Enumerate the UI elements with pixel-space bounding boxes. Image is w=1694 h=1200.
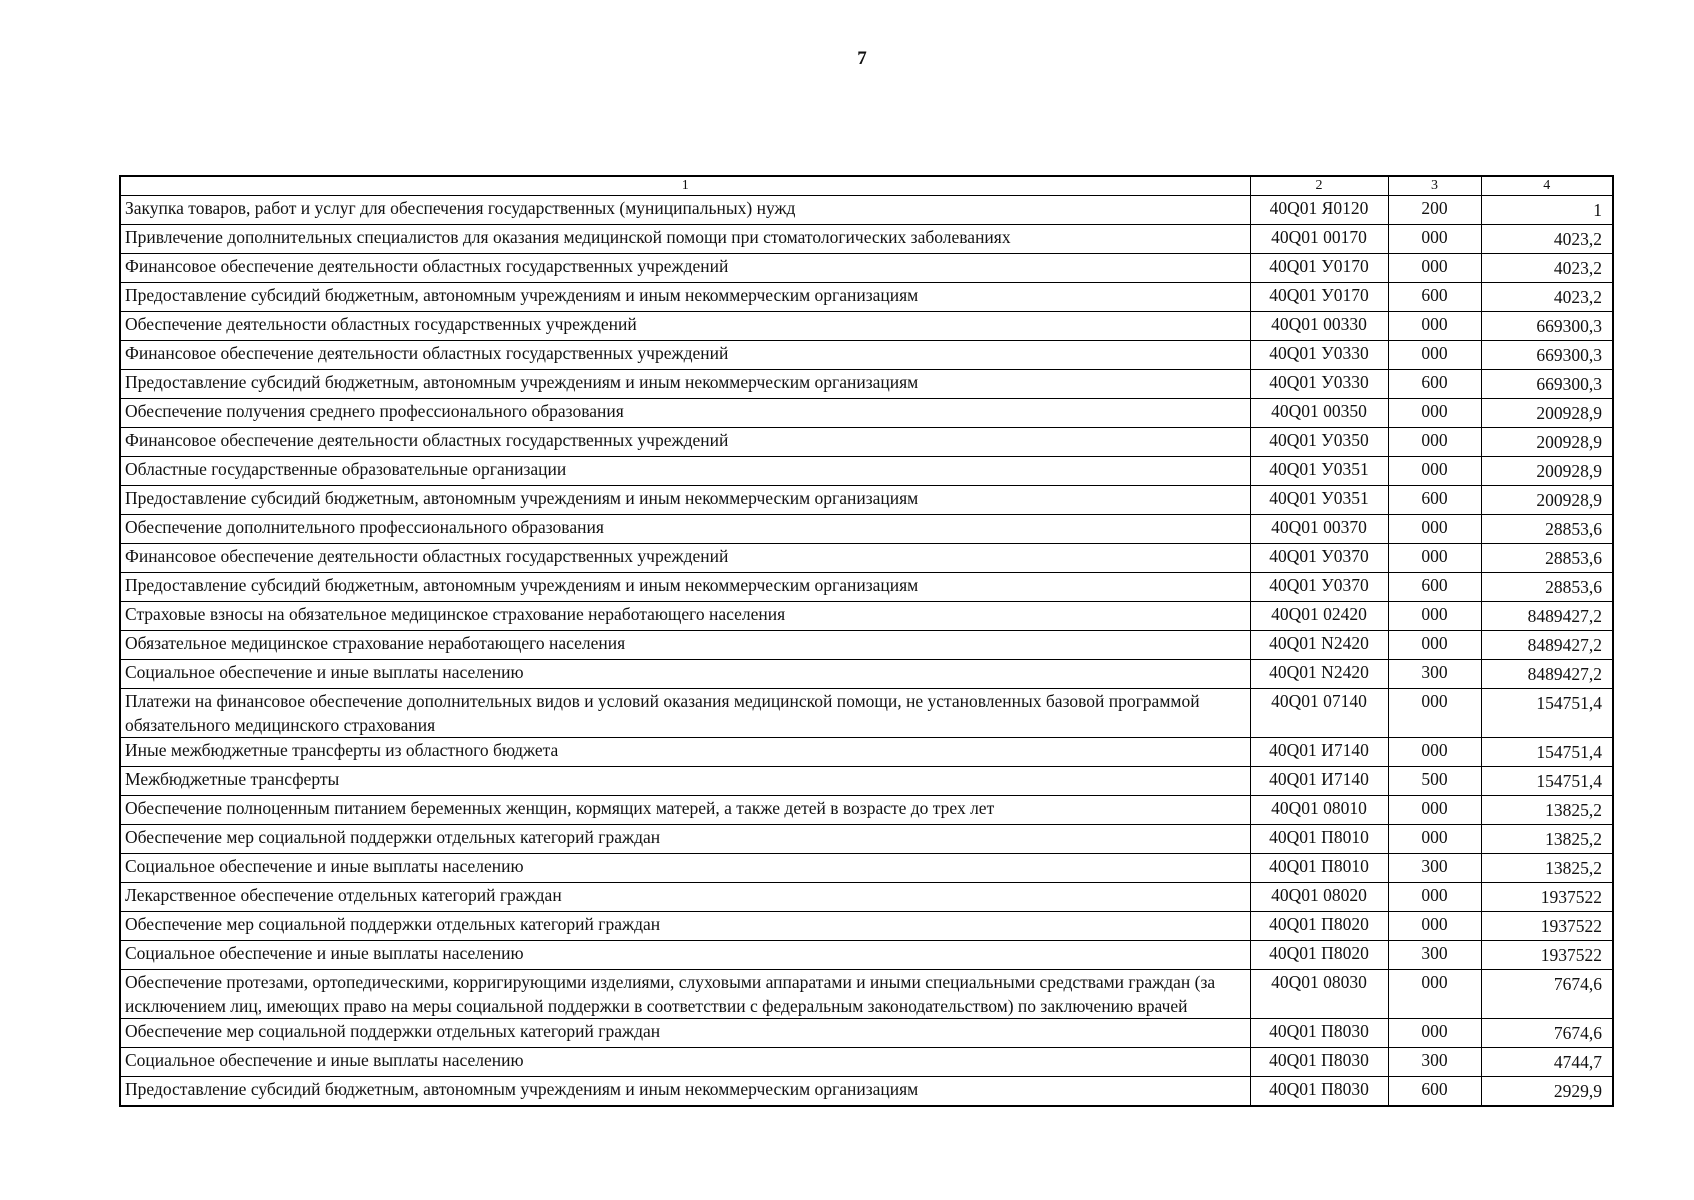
row-code-cell: 40Q01 У0350: [1250, 428, 1388, 457]
row-code-cell: 40Q01 И7140: [1250, 738, 1388, 767]
row-amount-cell: 4023,2: [1481, 283, 1613, 312]
row-amount-cell: 669300,3: [1481, 312, 1613, 341]
row-amount-cell: 28853,6: [1481, 573, 1613, 602]
row-name-cell: Обеспечение мер социальной поддержки отдельных категорий граждан: [120, 912, 1250, 941]
table-row: [120, 196, 1613, 225]
row-name-cell: Предоставление субсидий бюджетным, автономным учреждениям и иным некоммерческим организациям: [120, 1077, 1250, 1107]
header-col-code: 2: [1250, 176, 1388, 196]
row-code-cell: 40Q01 00370: [1250, 515, 1388, 544]
row-name-cell: Социальное обеспечение и иные выплаты населению: [120, 854, 1250, 883]
table-header: [120, 176, 1613, 196]
row-code-cell: 40Q01 П8030: [1250, 1048, 1388, 1077]
page-number: 7: [857, 48, 867, 69]
row-amount-cell: 200928,9: [1481, 399, 1613, 428]
row-type-cell: 600: [1388, 370, 1481, 399]
row-type-cell: 000: [1388, 341, 1481, 370]
row-type-cell: 000: [1388, 689, 1481, 738]
row-code-cell: 40Q01 И7140: [1250, 767, 1388, 796]
row-code-cell: 40Q01 У0351: [1250, 457, 1388, 486]
row-name-cell: Привлечение дополнительных специалистов для оказания медицинской помощи при стоматологических заболеваниях: [120, 225, 1250, 254]
row-name-cell: Обеспечение полноценным питанием беременных женщин, кормящих матерей, а также детей в возрасте до трех лет: [120, 796, 1250, 825]
header-row: [120, 176, 1613, 196]
row-name-cell: Иные межбюджетные трансферты из областного бюджета: [120, 738, 1250, 767]
row-code-cell: 40Q01 У0170: [1250, 283, 1388, 312]
row-name-cell: Страховые взносы на обязательное медицинское страхование неработающего населения: [120, 602, 1250, 631]
row-name-cell: Обеспечение мер социальной поддержки отдельных категорий граждан: [120, 825, 1250, 854]
row-code-cell: 40Q01 08010: [1250, 796, 1388, 825]
row-amount-cell: 8489427,2: [1481, 631, 1613, 660]
header-col-amount: 4: [1481, 176, 1613, 196]
row-code-cell: 40Q01 02420: [1250, 602, 1388, 631]
table-row: [120, 399, 1613, 428]
row-type-cell: 000: [1388, 825, 1481, 854]
row-name-cell: Обязательное медицинское страхование неработающего населения: [120, 631, 1250, 660]
row-amount-cell: 28853,6: [1481, 515, 1613, 544]
table-row: [120, 602, 1613, 631]
row-type-cell: 000: [1388, 544, 1481, 573]
row-name-cell: Предоставление субсидий бюджетным, автономным учреждениям и иным некоммерческим организациям: [120, 370, 1250, 399]
table-row: [120, 660, 1613, 689]
row-amount-cell: 1: [1481, 196, 1613, 225]
header-col-name: 1: [120, 176, 1250, 196]
row-amount-cell: 7674,6: [1481, 1019, 1613, 1048]
row-type-cell: 300: [1388, 1048, 1481, 1077]
row-type-cell: 600: [1388, 486, 1481, 515]
row-type-cell: 000: [1388, 796, 1481, 825]
row-code-cell: 40Q01 00170: [1250, 225, 1388, 254]
row-code-cell: 40Q01 У0330: [1250, 341, 1388, 370]
table-row: [120, 486, 1613, 515]
row-type-cell: 000: [1388, 1019, 1481, 1048]
row-code-cell: 40Q01 П8030: [1250, 1077, 1388, 1107]
row-amount-cell: 200928,9: [1481, 486, 1613, 515]
row-name-cell: Обеспечение получения среднего профессионального образования: [120, 399, 1250, 428]
table-row: [120, 912, 1613, 941]
row-name-cell: Предоставление субсидий бюджетным, автономным учреждениям и иным некоммерческим организациям: [120, 573, 1250, 602]
row-type-cell: 000: [1388, 970, 1481, 1019]
table-row: [120, 970, 1613, 1019]
row-code-cell: 40Q01 00350: [1250, 399, 1388, 428]
row-code-cell: 40Q01 У0170: [1250, 254, 1388, 283]
row-type-cell: 600: [1388, 1077, 1481, 1107]
row-type-cell: 000: [1388, 738, 1481, 767]
row-name-cell: Обеспечение протезами, ортопедическими, корригирующими изделиями, слуховыми аппаратами и иными специальными средствами граждан (за исключением лиц, имеющих право на меры социальной поддержки в соответствии с федеральным законодательством) по заключению врачей: [120, 970, 1250, 1019]
table-row: [120, 854, 1613, 883]
row-amount-cell: 200928,9: [1481, 457, 1613, 486]
table-row: [120, 573, 1613, 602]
row-name-cell: Обеспечение деятельности областных государственных учреждений: [120, 312, 1250, 341]
row-code-cell: 40Q01 У0351: [1250, 486, 1388, 515]
table-row: [120, 631, 1613, 660]
row-type-cell: 000: [1388, 254, 1481, 283]
row-code-cell: 40Q01 00330: [1250, 312, 1388, 341]
row-name-cell: Обеспечение мер социальной поддержки отдельных категорий граждан: [120, 1019, 1250, 1048]
row-type-cell: 000: [1388, 631, 1481, 660]
row-name-cell: Финансовое обеспечение деятельности областных государственных учреждений: [120, 341, 1250, 370]
table-row: [120, 457, 1613, 486]
row-amount-cell: 4023,2: [1481, 254, 1613, 283]
row-code-cell: 40Q01 У0370: [1250, 573, 1388, 602]
row-type-cell: 000: [1388, 399, 1481, 428]
row-code-cell: 40Q01 П8020: [1250, 941, 1388, 970]
row-type-cell: 000: [1388, 312, 1481, 341]
row-amount-cell: 154751,4: [1481, 767, 1613, 796]
row-amount-cell: 13825,2: [1481, 796, 1613, 825]
table-row: [120, 225, 1613, 254]
row-amount-cell: 1937522: [1481, 883, 1613, 912]
row-amount-cell: 2929,9: [1481, 1077, 1613, 1107]
row-code-cell: 40Q01 П8020: [1250, 912, 1388, 941]
row-name-cell: Социальное обеспечение и иные выплаты населению: [120, 660, 1250, 689]
row-amount-cell: 8489427,2: [1481, 660, 1613, 689]
row-amount-cell: 200928,9: [1481, 428, 1613, 457]
row-name-cell: Межбюджетные трансферты: [120, 767, 1250, 796]
row-type-cell: 600: [1388, 283, 1481, 312]
row-code-cell: 40Q01 П8030: [1250, 1019, 1388, 1048]
row-code-cell: 40Q01 У0330: [1250, 370, 1388, 399]
table-row: [120, 370, 1613, 399]
row-amount-cell: 154751,4: [1481, 738, 1613, 767]
row-name-cell: Платежи на финансовое обеспечение дополнительных видов и условий оказания медицинской помощи, не установленных базовой программой обязательного медицинского страхования: [120, 689, 1250, 738]
row-type-cell: 000: [1388, 428, 1481, 457]
row-type-cell: 600: [1388, 573, 1481, 602]
table-row: [120, 883, 1613, 912]
row-code-cell: 40Q01 П8010: [1250, 825, 1388, 854]
row-code-cell: 40Q01 07140: [1250, 689, 1388, 738]
row-name-cell: Финансовое обеспечение деятельности областных государственных учреждений: [120, 428, 1250, 457]
row-name-cell: Социальное обеспечение и иные выплаты населению: [120, 1048, 1250, 1077]
row-amount-cell: 669300,3: [1481, 341, 1613, 370]
row-amount-cell: 4744,7: [1481, 1048, 1613, 1077]
table-row: [120, 1077, 1613, 1107]
row-type-cell: 000: [1388, 515, 1481, 544]
table-row: [120, 283, 1613, 312]
row-type-cell: 000: [1388, 457, 1481, 486]
row-name-cell: Закупка товаров, работ и услуг для обеспечения государственных (муниципальных) нужд: [120, 196, 1250, 225]
row-amount-cell: 1937522: [1481, 912, 1613, 941]
row-name-cell: Лекарственное обеспечение отдельных категорий граждан: [120, 883, 1250, 912]
header-col-type: 3: [1388, 176, 1481, 196]
row-type-cell: 000: [1388, 883, 1481, 912]
row-type-cell: 300: [1388, 854, 1481, 883]
table-row: [120, 254, 1613, 283]
row-code-cell: 40Q01 08020: [1250, 883, 1388, 912]
table-row: [120, 544, 1613, 573]
row-type-cell: 300: [1388, 941, 1481, 970]
table-row: [120, 312, 1613, 341]
row-amount-cell: 669300,3: [1481, 370, 1613, 399]
row-code-cell: 40Q01 Я0120: [1250, 196, 1388, 225]
row-name-cell: Предоставление субсидий бюджетным, автономным учреждениям и иным некоммерческим организациям: [120, 283, 1250, 312]
row-name-cell: Областные государственные образовательные организации: [120, 457, 1250, 486]
table-row: [120, 941, 1613, 970]
row-amount-cell: 1937522: [1481, 941, 1613, 970]
row-code-cell: 40Q01 N2420: [1250, 660, 1388, 689]
row-amount-cell: 13825,2: [1481, 825, 1613, 854]
table-row: [120, 1048, 1613, 1077]
row-amount-cell: 154751,4: [1481, 689, 1613, 738]
row-type-cell: 500: [1388, 767, 1481, 796]
table-body: [120, 196, 1613, 1107]
table-row: [120, 428, 1613, 457]
row-amount-cell: 4023,2: [1481, 225, 1613, 254]
row-name-cell: Обеспечение дополнительного профессионального образования: [120, 515, 1250, 544]
row-code-cell: 40Q01 N2420: [1250, 631, 1388, 660]
row-amount-cell: 13825,2: [1481, 854, 1613, 883]
row-name-cell: Финансовое обеспечение деятельности областных государственных учреждений: [120, 544, 1250, 573]
table-row: [120, 767, 1613, 796]
row-amount-cell: 28853,6: [1481, 544, 1613, 573]
row-name-cell: Предоставление субсидий бюджетным, автономным учреждениям и иным некоммерческим организациям: [120, 486, 1250, 515]
table-row: [120, 825, 1613, 854]
row-type-cell: 000: [1388, 225, 1481, 254]
row-type-cell: 000: [1388, 602, 1481, 631]
budget-table: [119, 175, 1614, 1107]
row-type-cell: 200: [1388, 196, 1481, 225]
row-code-cell: 40Q01 У0370: [1250, 544, 1388, 573]
table-row: [120, 738, 1613, 767]
table-row: [120, 1019, 1613, 1048]
table-row: [120, 689, 1613, 738]
table-row: [120, 341, 1613, 370]
row-amount-cell: 8489427,2: [1481, 602, 1613, 631]
table-row: [120, 515, 1613, 544]
row-amount-cell: 7674,6: [1481, 970, 1613, 1019]
row-type-cell: 000: [1388, 912, 1481, 941]
table-row: [120, 796, 1613, 825]
row-name-cell: Финансовое обеспечение деятельности областных государственных учреждений: [120, 254, 1250, 283]
row-name-cell: Социальное обеспечение и иные выплаты населению: [120, 941, 1250, 970]
row-type-cell: 300: [1388, 660, 1481, 689]
row-code-cell: 40Q01 08030: [1250, 970, 1388, 1019]
row-code-cell: 40Q01 П8010: [1250, 854, 1388, 883]
